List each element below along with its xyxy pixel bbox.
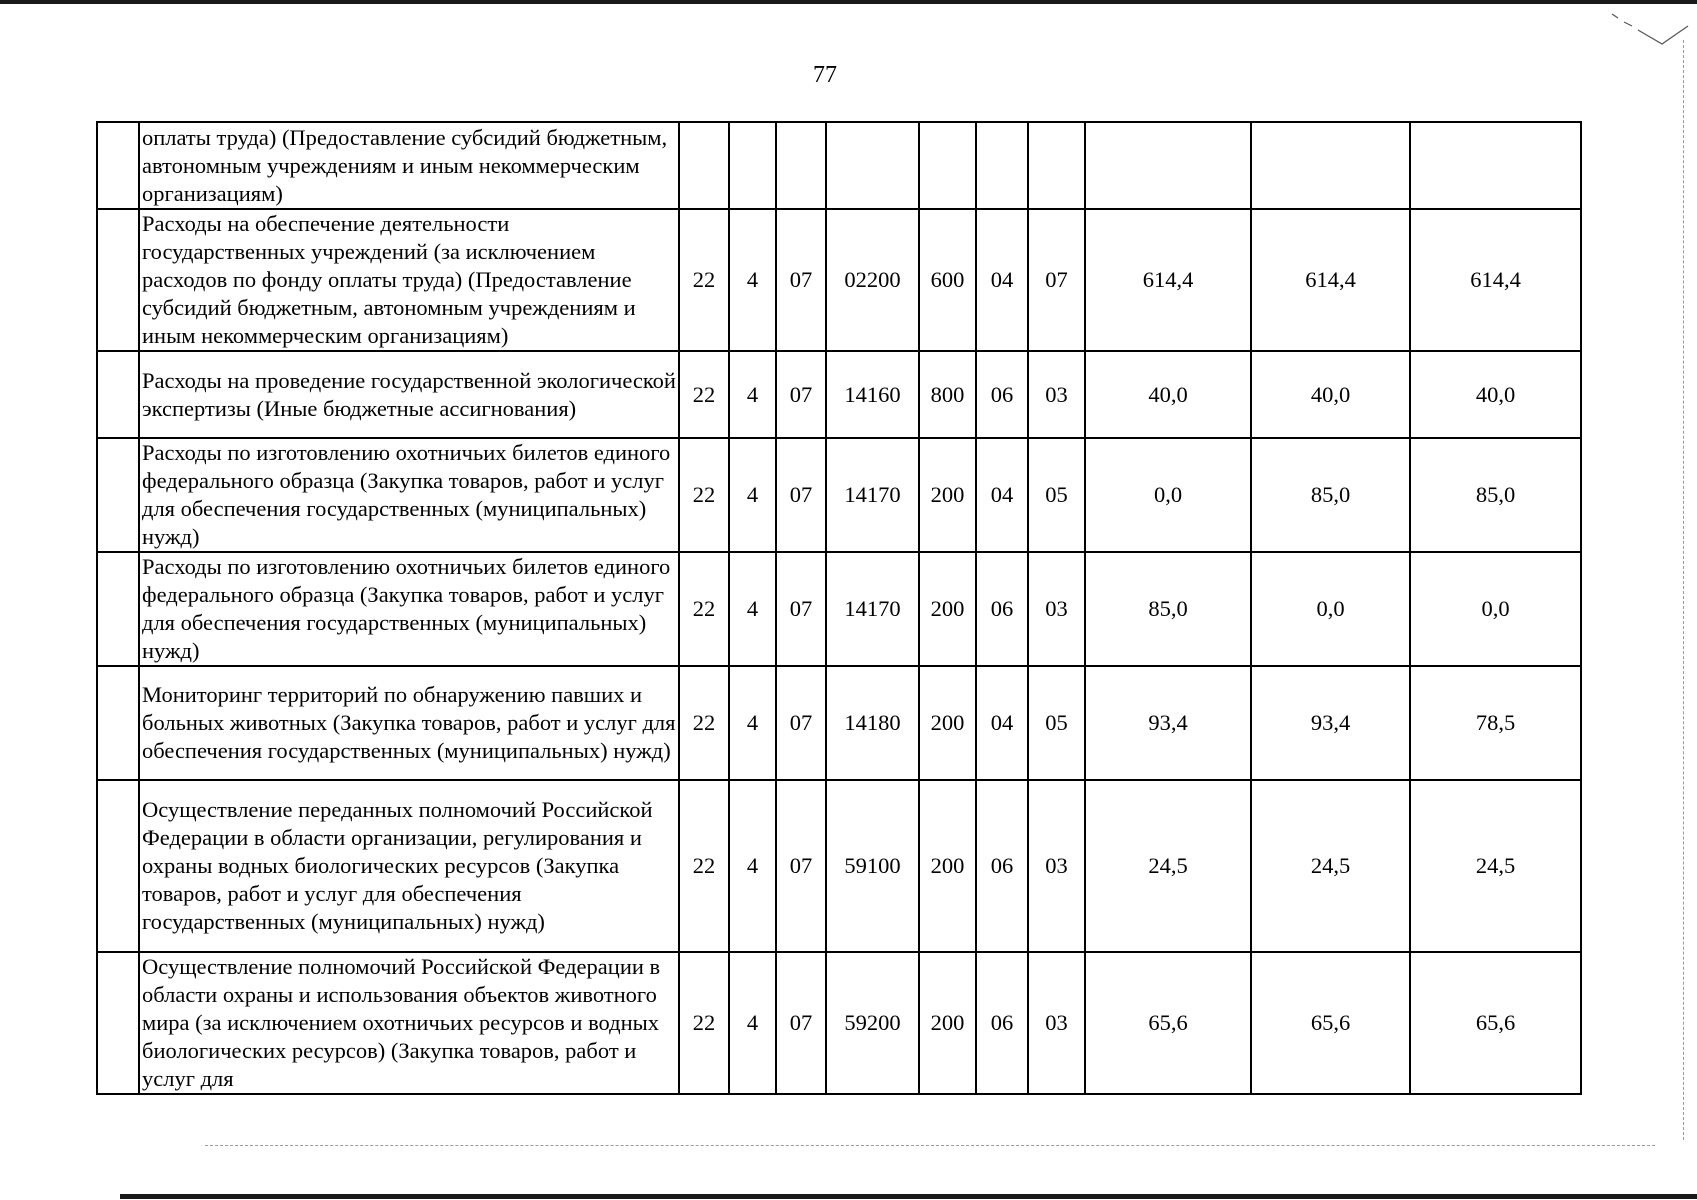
code-cell: 14170 [826,438,919,552]
amount-cell: 24,5 [1251,780,1410,952]
code-cell: 07 [1028,209,1085,351]
row-name-cell: Расходы на проведение государственной экологической экспертизы (Иные бюджетные ассигнования) [139,351,679,438]
code-cell: 02200 [826,209,919,351]
amount-cell: 93,4 [1251,666,1410,780]
page-number: 77 [813,62,837,88]
code-cell: 4 [729,552,776,666]
code-cell: 22 [679,438,729,552]
scan-top-edge [0,0,1697,4]
row-name-cell: Расходы по изготовлению охотничьих билетов единого федерального образца (Закупка товаров, работ и услуг для обеспечения государственных (муниципальных) нужд) [139,552,679,666]
row-name-cell: Осуществление переданных полномочий Российской Федерации в области организации, регулирования и охраны водных биологических ресурсов (Закупка товаров, работ и услуг для обеспечения государственных (муниципальных) нужд) [139,780,679,952]
scan-right-rule [1683,40,1685,1140]
amount-cell: 24,5 [1085,780,1251,952]
amount-cell: 78,5 [1410,666,1581,780]
code-cell: 07 [776,209,826,351]
table-row [97,552,1581,666]
amount-cell: 40,0 [1085,351,1251,438]
code-cell: 07 [776,952,826,1094]
code-cell [976,122,1028,209]
code-cell: 4 [729,952,776,1094]
row-number-cell [97,209,139,351]
amount-cell: 614,4 [1085,209,1251,351]
code-cell: 03 [1028,351,1085,438]
code-cell: 22 [679,351,729,438]
code-cell: 14160 [826,351,919,438]
code-cell: 4 [729,438,776,552]
code-cell: 22 [679,666,729,780]
table-row [97,952,1581,1094]
amount-cell: 40,0 [1410,351,1581,438]
code-cell: 05 [1028,438,1085,552]
code-cell: 200 [919,666,976,780]
code-cell: 14180 [826,666,919,780]
code-cell: 4 [729,209,776,351]
code-cell: 07 [776,666,826,780]
code-cell: 200 [919,780,976,952]
amount-cell: 40,0 [1251,351,1410,438]
code-cell: 22 [679,209,729,351]
code-cell: 22 [679,952,729,1094]
corner-pencil-mark [1610,8,1690,53]
code-cell [919,122,976,209]
code-cell: 07 [776,552,826,666]
scan-bottom-rule [205,1145,1655,1147]
code-cell: 59100 [826,780,919,952]
amount-cell: 65,6 [1085,952,1251,1094]
code-cell: 4 [729,780,776,952]
code-cell: 03 [1028,552,1085,666]
code-cell: 200 [919,552,976,666]
amount-cell: 0,0 [1085,438,1251,552]
code-cell [826,122,919,209]
row-name-cell: Осуществление полномочий Российской Федерации в области охраны и использования объектов животного мира (за исключением охотничьих ресурсов и водных биологических ресурсов) (Закупка товаров, работ и услуг для [139,952,679,1094]
table-row [97,351,1581,438]
amount-cell [1410,122,1581,209]
table-row [97,209,1581,351]
code-cell: 05 [1028,666,1085,780]
code-cell: 07 [776,351,826,438]
code-cell: 200 [919,952,976,1094]
code-cell: 04 [976,438,1028,552]
row-name-cell: оплаты труда) (Предоставление субсидий бюджетным, автономным учреждениям и иным некоммерческим организациям) [139,122,679,209]
row-number-cell [97,952,139,1094]
code-cell: 07 [776,780,826,952]
table-row [97,780,1581,952]
table-row [97,122,1581,209]
row-name-cell: Мониторинг территорий по обнаружению павших и больных животных (Закупка товаров, работ и услуг для обеспечения государственных (муниципальных) нужд) [139,666,679,780]
amount-cell: 614,4 [1251,209,1410,351]
amount-cell: 0,0 [1251,552,1410,666]
amount-cell: 65,6 [1410,952,1581,1094]
amount-cell: 85,0 [1085,552,1251,666]
row-number-cell [97,122,139,209]
code-cell: 04 [976,666,1028,780]
row-number-cell [97,666,139,780]
table-row [97,666,1581,780]
amount-cell [1085,122,1251,209]
scan-bottom-edge [120,1194,1697,1199]
row-number-cell [97,351,139,438]
code-cell: 200 [919,438,976,552]
amount-cell [1251,122,1410,209]
row-name-cell: Расходы на обеспечение деятельности государственных учреждений (за исключением расходов по фонду оплаты труда) (Предоставление субсидий бюджетным, автономным учреждениям и иным некоммерческим организациям) [139,209,679,351]
code-cell: 600 [919,209,976,351]
code-cell: 06 [976,780,1028,952]
table-row [97,438,1581,552]
amount-cell: 85,0 [1410,438,1581,552]
code-cell: 4 [729,351,776,438]
code-cell: 22 [679,552,729,666]
amount-cell: 614,4 [1410,209,1581,351]
code-cell: 22 [679,780,729,952]
code-cell: 800 [919,351,976,438]
row-number-cell [97,552,139,666]
row-number-cell [97,438,139,552]
code-cell [679,122,729,209]
row-name-cell: Расходы по изготовлению охотничьих билетов единого федерального образца (Закупка товаров, работ и услуг для обеспечения государственных (муниципальных) нужд) [139,438,679,552]
code-cell: 06 [976,952,1028,1094]
code-cell: 06 [976,351,1028,438]
amount-cell: 0,0 [1410,552,1581,666]
code-cell [776,122,826,209]
code-cell [1028,122,1085,209]
amount-cell: 85,0 [1251,438,1410,552]
row-number-cell [97,780,139,952]
code-cell: 14170 [826,552,919,666]
code-cell: 07 [776,438,826,552]
amount-cell: 93,4 [1085,666,1251,780]
code-cell: 03 [1028,780,1085,952]
code-cell: 03 [1028,952,1085,1094]
amount-cell: 65,6 [1251,952,1410,1094]
code-cell: 06 [976,552,1028,666]
budget-table-body [97,122,1581,1094]
code-cell: 59200 [826,952,919,1094]
code-cell: 4 [729,666,776,780]
code-cell: 04 [976,209,1028,351]
amount-cell: 24,5 [1410,780,1581,952]
code-cell [729,122,776,209]
budget-table [96,121,1582,1095]
